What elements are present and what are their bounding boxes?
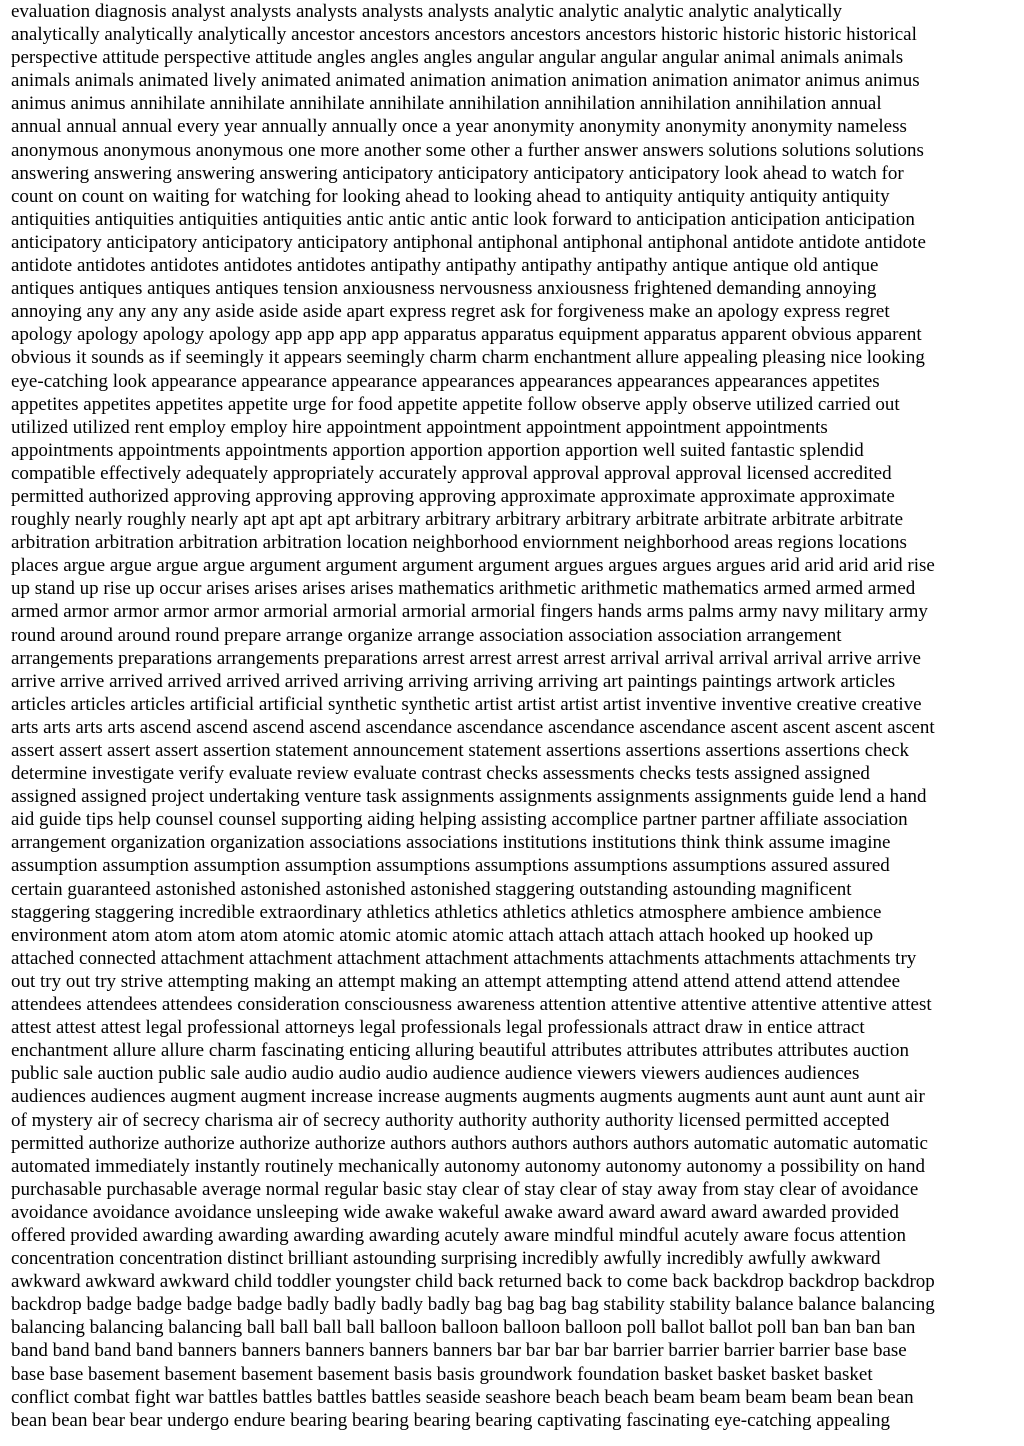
text-line: attest attest attest legal professional attorneys legal professionals legal professionals attract draw in entice attract <box>11 1017 865 1039</box>
text-line: concentration concentration distinct brilliant astounding surprising incredibly awfully incredibly awfully awkward <box>11 1248 881 1270</box>
text-line: attached connected attachment attachment attachment attachment attachments attachments attachments attachments try <box>11 947 917 969</box>
text-line: compatible effectively adequately appropriately accurately approval approval approval approval licensed accredited <box>11 462 892 484</box>
text-line: roughly nearly roughly nearly apt apt apt apt arbitrary arbitrary arbitrary arbitrary arbitrate arbitrate arbitrate arbitrate <box>11 509 904 531</box>
text-line: arrangements preparations arrangements preparations arrest arrest arrest arrest arrival arrival arrival arrival arrive arrive <box>11 647 921 669</box>
text-line: obvious it sounds as if seemingly it appears seemingly charm charm enchantment allure appealing pleasing nice looking <box>11 347 925 369</box>
text-line: arbitration arbitration arbitration arbitration location neighborhood enviornment neighborhood areas regions locations <box>11 532 907 554</box>
text-line: offered provided awarding awarding awarding awarding acutely aware mindful mindful acutely aware focus attention <box>11 1224 906 1246</box>
text-line: permitted authorize authorize authorize authorize authors authors authors authors authors automatic automatic automatic <box>11 1132 928 1154</box>
text-line: enchantment allure allure charm fascinating enticing alluring beautiful attributes attributes attributes attributes auction <box>11 1040 909 1062</box>
text-line: antiques antiques antiques antiques tension anxiousness nervousness anxiousness frightened demanding annoying <box>11 278 877 300</box>
text-line: animus animus annihilate annihilate annihilate annihilate annihilation annihilation annihilation annihilation annual <box>11 93 882 115</box>
text-line: conflict combat fight war battles battles battles battles seaside seashore beach beach beam beam beam beam bean bean <box>11 1386 914 1408</box>
text-line: analytically analytically analytically ancestor ancestors ancestors ancestors ancestors historic historic historic historical <box>11 24 917 46</box>
text-line: public sale auction public sale audio audio audio audio audience audience viewers viewers audiences audiences <box>11 1063 860 1085</box>
text-line: answering answering answering answering anticipatory anticipatory anticipatory anticipatory look ahead to watch for <box>11 162 904 184</box>
text-line: places argue argue argue argue argument argument argument argument argues argues argues argues arid arid arid arid rise <box>11 555 935 577</box>
text-line: base base basement basement basement basement basis basis groundwork foundation basket basket basket basket <box>11 1363 873 1385</box>
text-line: attendees attendees attendees consideration consciousness awareness attention attentive attentive attentive attentive attest <box>11 994 932 1016</box>
text-line: out try out try strive attempting making an attempt making an attempt attempting attend attend attend attend attendee <box>11 970 901 992</box>
text-line: determine investigate verify evaluate review evaluate contrast checks assessments checks tests assigned assigned <box>11 763 870 785</box>
text-line: anticipatory anticipatory anticipatory anticipatory antiphonal antiphonal antiphonal antiphonal antidote antidote antidote <box>11 231 926 253</box>
text-line: certain guaranteed astonished astonished astonished astonished staggering outstanding astounding magnificent <box>11 878 852 900</box>
text-line: avoidance avoidance avoidance unsleeping wide awake wakeful awake award award award award awarded provided <box>11 1201 899 1223</box>
text-line: awkward awkward awkward child toddler youngster child back returned back to come back backdrop backdrop backdrop <box>11 1271 935 1293</box>
text-line: antiquities antiquities antiquities antiquities antic antic antic antic look forward to anticipation anticipation anticipation <box>11 208 915 230</box>
text-line: staggering staggering incredible extraordinary athletics athletics athletics athletics atmosphere ambience ambience <box>11 901 882 923</box>
text-line: assert assert assert assert assertion statement announcement statement assertions assertions assertions assertions check <box>11 740 910 761</box>
text-line: articles articles articles artificial artificial synthetic synthetic artist artist artist artist inventive inventive creative creative <box>11 693 922 715</box>
text-line: annoying any any any any aside aside aside apart express regret ask for forgiveness make an apology express regret <box>11 301 890 323</box>
text-line: evaluation diagnosis analyst analysts analysts analysts analysts analytic analytic analytic analytic analytically <box>11 1 842 22</box>
text-line: band band band band banners banners banners banners banners bar bar bar bar barrier barrier barrier barrier base base <box>11 1340 907 1362</box>
text-line: perspective attitude perspective attitude angles angles angles angular angular angular angular animal animals animals <box>11 47 904 69</box>
text-line: arts arts arts arts ascend ascend ascend ascend ascendance ascendance ascendance ascendance ascent ascent ascent ascent <box>11 716 935 738</box>
text-line: arrive arrive arrived arrived arrived arrived arriving arriving arriving arriving art paintings paintings artwork articles <box>11 670 896 692</box>
text-line: animals animals animated lively animated animated animation animation animation animation animator animus animus <box>11 70 920 92</box>
text-line: balancing balancing balancing ball ball ball ball balloon balloon balloon balloon poll ballot ballot poll ban ban ban ban <box>11 1317 916 1339</box>
text-line: arrangement organization organization associations associations institutions institutions think think assume imagine <box>11 832 891 854</box>
text-line: up stand up rise up occur arises arises arises arises mathematics arithmetic arithmetic mathematics armed armed armed <box>11 578 916 600</box>
text-line: of mystery air of secrecy charisma air of secrecy authority authority authority authority licensed permitted accepted <box>11 1109 890 1131</box>
text-line: assigned assigned project undertaking venture task assignments assignments assignments assignments guide lend a hand <box>11 786 927 808</box>
text-line: apology apology apology apology app app app app apparatus apparatus equipment apparatus apparent obvious apparent <box>11 324 922 346</box>
text-line: permitted authorized approving approving approving approving approximate approximate approximate approximate <box>11 485 895 507</box>
text-line: utilized utilized rent employ employ hire appointment appointment appointment appointment appointments <box>11 416 828 438</box>
text-line: round around around round prepare arrange organize arrange association association association arrangement <box>11 624 842 646</box>
text-line: bean bean bear bear undergo endure bearing bearing bearing bearing captivating fascinating eye-catching appealing <box>11 1409 891 1431</box>
text-line: armed armor armor armor armor armorial armorial armorial armorial fingers hands arms palms army navy military army <box>11 601 928 623</box>
text-line: aid guide tips help counsel counsel supporting aiding helping assisting accomplice partner partner affiliate association <box>11 809 908 831</box>
text-line: environment atom atom atom atom atomic atomic atomic atomic attach attach attach attach hooked up hooked up <box>11 924 874 946</box>
text-line: appointments appointments appointments apportion apportion apportion apportion well suited fantastic splendid <box>11 439 864 461</box>
text-line: assumption assumption assumption assumption assumptions assumptions assumptions assumptions assured assured <box>11 855 890 877</box>
text-line: count on count on waiting for watching for looking ahead to looking ahead to antiquity antiquity antiquity antiquity <box>11 185 890 207</box>
text-line: anonymous anonymous anonymous one more another some other a further answer answers solutions solutions solutions <box>11 139 924 161</box>
text-line: audiences audiences augment augment increase increase augments augments augments augments aunt aunt aunt aunt air <box>11 1086 925 1108</box>
text-line: antidote antidotes antidotes antidotes antidotes antipathy antipathy antipathy antipathy antique antique old antique <box>11 255 879 277</box>
text-line: appetites appetites appetites appetite urge for food appetite appetite follow observe apply observe utilized carried out <box>11 393 900 415</box>
text-line: annual annual annual every year annually annually once a year anonymity anonymity anonymity anonymity nameless <box>11 116 907 138</box>
text-line: eye-catching look appearance appearance appearance appearances appearances appearances appearances appetites <box>11 370 880 392</box>
text-line: purchasable purchasable average normal regular basic stay clear of stay clear of stay away from stay clear of avoidance <box>11 1178 919 1200</box>
text-line: automated immediately instantly routinely mechanically autonomy autonomy autonomy autonomy a possibility on hand <box>11 1155 925 1177</box>
text-line: backdrop badge badge badge badge badly badly badly badly bag bag bag bag stability stability balance balance balancing <box>11 1294 935 1316</box>
